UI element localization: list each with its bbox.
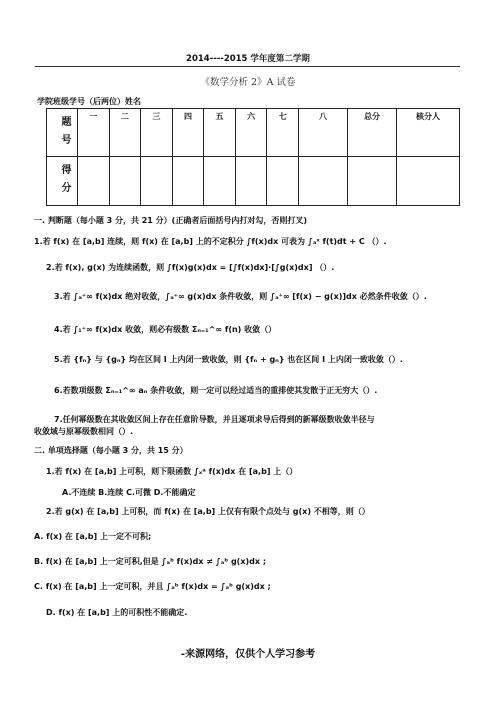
score-cell[interactable] (348, 157, 397, 206)
score-cell[interactable] (235, 157, 267, 206)
section2-heading: 二. 单项选择题（每小题 3 分，共 15 分） (34, 446, 188, 455)
score-cell[interactable] (141, 157, 173, 206)
question-2-2-option-c: C. f(x) 在 [a,b] 上一定可积，并且 ∫ₐᵇ f(x)dx = ∫ₐᵇ g(x)dx ; (34, 582, 271, 591)
score-cell[interactable] (267, 157, 299, 206)
term-title: 2014----2015 学年度第二学期 (186, 54, 310, 64)
score-cell[interactable] (204, 157, 236, 206)
footer-note: -来源网络，仅供个人学习参考 (180, 649, 316, 660)
score-cell[interactable] (78, 157, 110, 206)
question-1-7: 7.任何幂级数在其收敛区间上存在任意阶导数，并且逐项求导后得到的新幂级数收敛半径与 (54, 415, 375, 424)
question-1-7-cont: 收敛域与原幂级数相同（）. (34, 427, 134, 436)
score-cell[interactable] (109, 157, 141, 206)
question-1-4: 4.若 ∫₁⁺∞ f(x)dx 收敛，则必有级数 Σₙ₌₁^∞ f(n) 收敛（） (54, 325, 277, 334)
col-6: 六 (235, 109, 267, 157)
col-2: 二 (109, 109, 141, 157)
student-info-label: 学院班级学号（后两位）姓名 (37, 97, 141, 106)
question-1-2: 2.若 f(x), g(x) 为连续函数，则 ∫f(x)g(x)dx = [∫f(x)dx]·[∫g(x)dx] （）. (46, 263, 335, 272)
question-2-2-option-a: A. f(x) 在 [a,b] 上一定不可积; (34, 532, 152, 541)
score-cell[interactable] (397, 157, 460, 206)
question-1-1: 1.若 f(x) 在 [a,b] 连续，则 f(x) 在 [a,b] 上的不定积分 ∫f(x)dx 可表为 ∫ₐˣ f(t)dt + C （）. (34, 237, 387, 246)
question-1-3: 3.若 ∫ₐ⁺∞ f(x)dx 绝对收敛，∫ₐ⁺∞ g(x)dx 条件收敛，则 ∫ₐ⁺∞ [f(x) − g(x)]dx 必然条件收敛（）. (54, 292, 427, 301)
col-5: 五 (204, 109, 236, 157)
col-1: 一 (78, 109, 110, 157)
question-2-1: 1.若 f(x) 在 [a,b] 上可积，则下限函数 ∫ₓᵃ f(x)dx 在 [a,b] 上（） (46, 467, 298, 476)
score-table-row-number (47, 109, 460, 157)
col-checker: 核分人 (397, 109, 460, 157)
col-total: 总分 (348, 109, 397, 157)
col-7: 七 (267, 109, 299, 157)
question-1-6: 6.若数项级数 Σₙ₌₁^∞ aₙ 条件收敛，则一定可以经过适当的重排使其发散于正无穷大（）. (54, 386, 378, 395)
col-3: 三 (141, 109, 173, 157)
exam-title: 《数学分析 2》A 试卷 (200, 77, 296, 88)
header-divider (35, 66, 460, 67)
score-cell[interactable] (299, 157, 348, 206)
col-8: 八 (299, 109, 348, 157)
section1-heading: 一. 判断题（每小题 3 分，共 21 分）(正确者后面括号内打对勾，否则打叉) (34, 216, 307, 225)
score-cell[interactable] (172, 157, 204, 206)
question-2-2-option-b: B. f(x) 在 [a,b] 上一定可积,但是 ∫ₐᵇ f(x)dx ≠ ∫ₐᵇ g(x)dx ; (34, 557, 267, 566)
score-table-row-score (47, 157, 460, 206)
row-label-number: 题号 (47, 109, 78, 157)
row-label-score: 得分 (47, 157, 78, 206)
question-1-5: 5.若 {fₙ} 与 {gₙ} 均在区间 I 上内闭一致收敛，则 {fₙ + gₙ} 也在区间 I 上内闭一致收敛（）. (54, 355, 403, 364)
question-2-2: 2.若 g(x) 在 [a,b] 上可积，而 f(x) 在 [a,b] 上仅有有限个点处与 g(x) 不相等，则（） (46, 507, 370, 516)
col-4: 四 (172, 109, 204, 157)
question-2-1-options: A.不连续 B.连续 C.可微 D.不能确定 (62, 488, 196, 497)
score-table (46, 108, 460, 206)
question-2-2-option-d: D. f(x) 在 [a,b] 上的可积性不能确定. (46, 608, 188, 617)
